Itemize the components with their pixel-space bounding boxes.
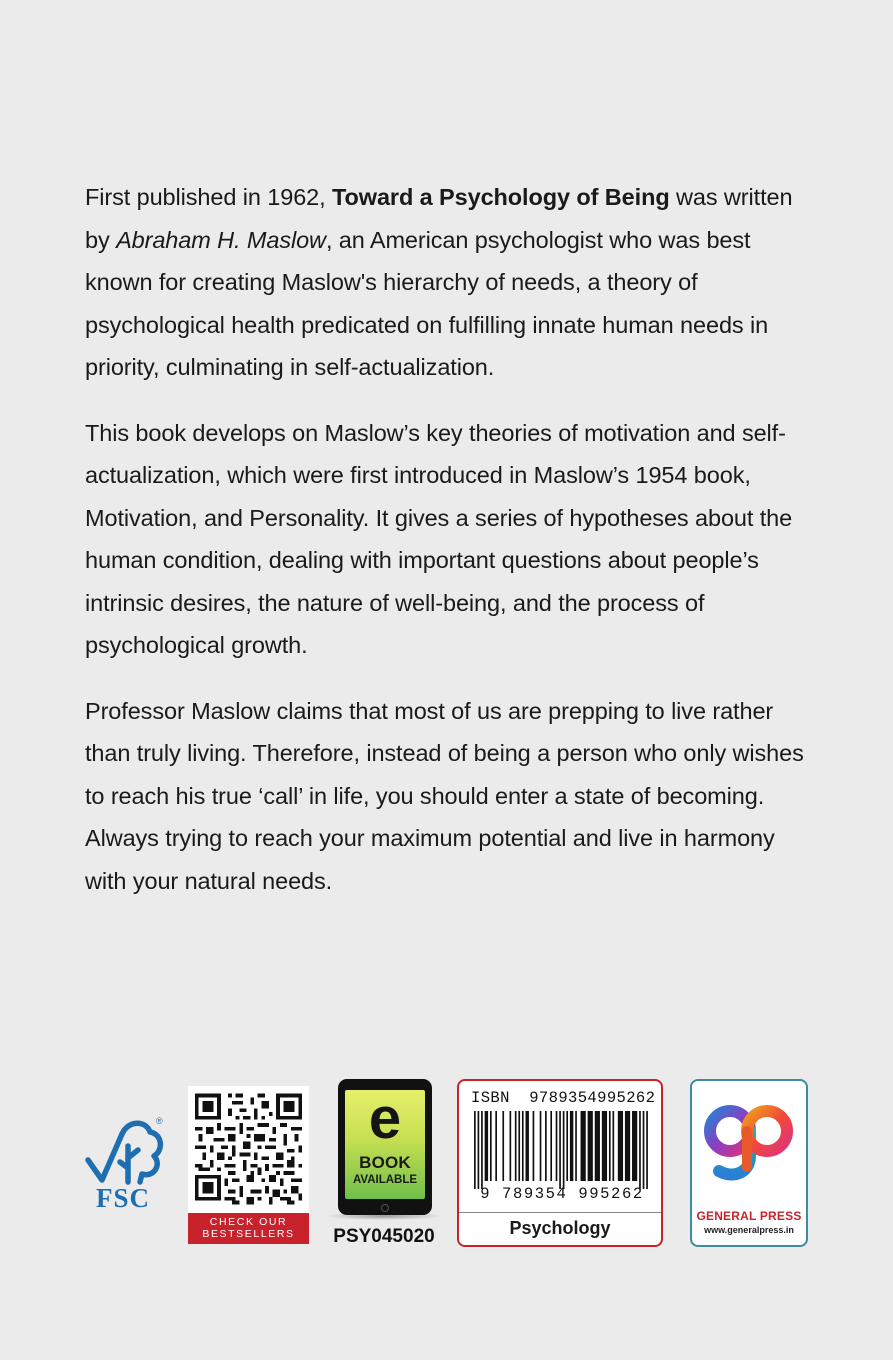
barcode-bar [612, 1111, 614, 1181]
barcode-bar [525, 1111, 528, 1181]
isbn-digits: 9 789354 995262 [480, 1185, 644, 1203]
barcode-bar [515, 1111, 517, 1181]
barcode-bar [510, 1111, 512, 1181]
barcode-bar [563, 1111, 565, 1189]
ebook-tablet-icon [338, 1079, 432, 1215]
ebook-e-letter: e [368, 1086, 402, 1151]
check-bestsellers-label[interactable] [188, 1213, 309, 1244]
barcode-bar [618, 1111, 623, 1181]
tablet-home-button-icon [381, 1204, 389, 1212]
barcode-bar [566, 1111, 568, 1181]
isbn-barcode-box [457, 1079, 663, 1247]
check-bestsellers-line1: CHECK OUR [209, 1216, 288, 1228]
barcode-bar [540, 1111, 542, 1181]
barcode-bar [490, 1111, 492, 1181]
svg-text:®: ® [156, 1116, 163, 1126]
isbn-barcode [474, 1111, 648, 1189]
blurb-p1-mid: was written by [85, 184, 793, 253]
barcode-bar [602, 1111, 607, 1181]
back-cover-blurb [85, 176, 820, 925]
isbn-number: 9789354995262 [529, 1089, 656, 1107]
blurb-p1-rest: , an American psychologist who was best known for creating Maslow's hierarchy of needs, a theory of psychological health predicated on fulfilling innate human needs in priority, culminating in self-actualization. [85, 226, 769, 380]
gp-logo-icon [703, 1101, 795, 1201]
blurb-paragraph-1 [85, 176, 820, 389]
ebook-available-label: AVAILABLE [352, 1174, 418, 1186]
isbn-divider [459, 1212, 661, 1213]
barcode-bar [533, 1111, 535, 1181]
barcode-bar [609, 1111, 611, 1181]
isbn-category: Psychology [509, 1218, 611, 1238]
barcode-bar [632, 1111, 637, 1181]
barcode-bar [556, 1111, 558, 1181]
ebook-book-label: BOOK [359, 1153, 411, 1172]
blurb-paragraph-3: Professor Maslow claims that most of us are prepping to live rather than truly living. Therefore, instead of being a person who only wishes to reach his true ‘call’ in life, you should enter a state of becoming. Always trying to reach your maximum potential and live in harmony with your natural needs. [85, 697, 804, 894]
barcode-bar [502, 1111, 504, 1181]
barcode-bar [495, 1111, 497, 1181]
barcode-bar [646, 1111, 648, 1189]
barcode-bar [570, 1111, 573, 1181]
barcode-bar [518, 1111, 520, 1181]
publisher-url[interactable]: www.generalpress.in [704, 1225, 794, 1235]
check-bestsellers-line2: BESTSELLERS [202, 1228, 295, 1240]
blurb-p1-lead: First published in 1962, [85, 184, 333, 210]
barcode-bar [595, 1111, 600, 1181]
qr-code[interactable] [195, 1093, 302, 1205]
barcode-bar [485, 1111, 488, 1181]
tablet-screen [345, 1086, 425, 1199]
blurb-paragraph-2: This book develops on Maslow’s key theories of motivation and self-actualization, which were first introduced in Maslow’s 1954 book, Motivation, and Personality. It gives a series of hypotheses about the human condition, dealing with important questions about people’s intrinsic desires, the nature of well-being, and the process of psychological growth. [85, 419, 793, 658]
barcode-bar [588, 1111, 593, 1181]
barcode-bar [478, 1111, 480, 1189]
barcode-bar [639, 1111, 641, 1189]
barcode-bar [550, 1111, 552, 1181]
barcode-bar [625, 1111, 630, 1181]
isbn-top-line [471, 1089, 655, 1107]
publisher-logo-box[interactable] [690, 1079, 808, 1247]
barcode-bar [522, 1111, 524, 1181]
barcode-bar [559, 1111, 561, 1189]
barcode-bar [545, 1111, 547, 1181]
barcode-bar [581, 1111, 586, 1181]
publisher-name: GENERAL PRESS [696, 1209, 802, 1223]
book-title: Toward a Psychology of Being [332, 184, 670, 210]
barcode-bar [481, 1111, 483, 1189]
barcode-bar [643, 1111, 645, 1189]
fsc-label: FSC [96, 1183, 151, 1213]
author-name: Abraham H. Maslow [116, 226, 326, 253]
subject-code: PSY045020 [333, 1226, 435, 1247]
isbn-label: ISBN [471, 1089, 510, 1107]
barcode-bar [474, 1111, 476, 1189]
barcode-bar [575, 1111, 577, 1181]
